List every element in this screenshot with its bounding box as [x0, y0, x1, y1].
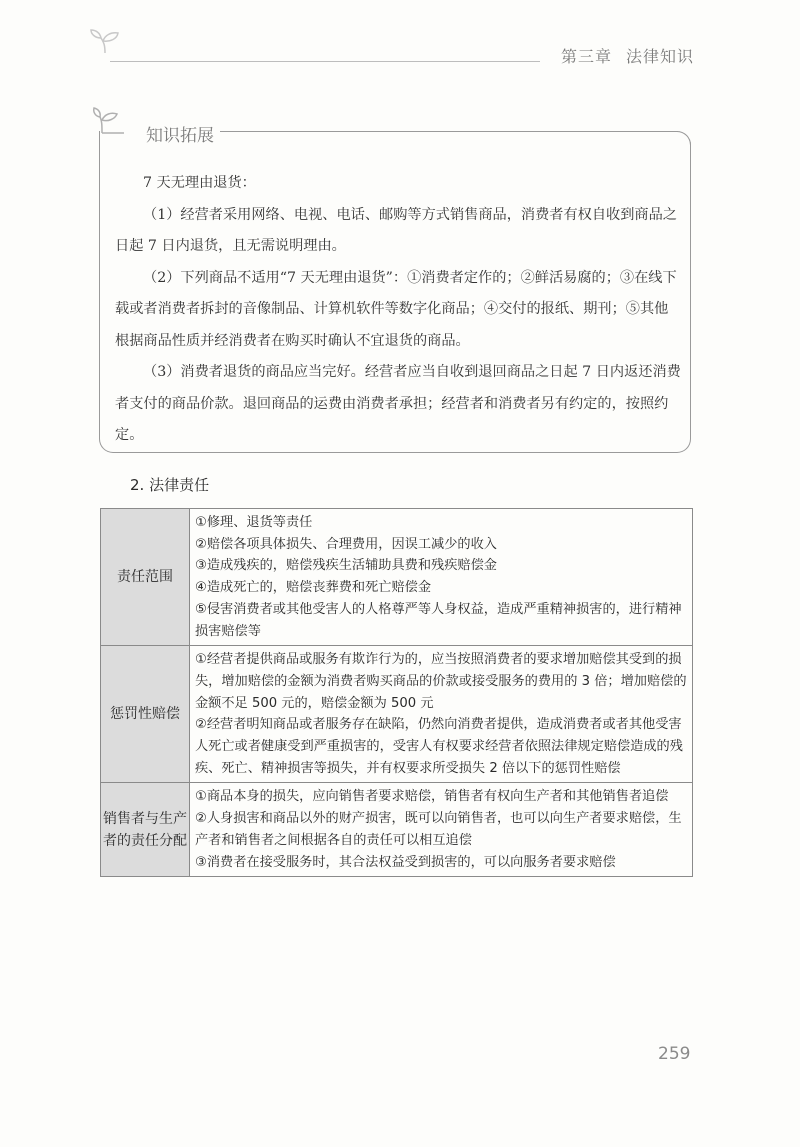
running-header — [561, 44, 694, 67]
liability-table — [100, 508, 693, 877]
list-item: ②赔偿各项具体损失、合理费用，因误工减少的收入 — [195, 536, 497, 552]
row-label: 销售者与生产者的责任分配 — [101, 783, 190, 877]
section-heading: 2. 法律责任 — [130, 476, 210, 494]
row-label: 责任范围 — [101, 509, 190, 646]
row-label: 惩罚性赔偿 — [101, 646, 190, 783]
row-content — [190, 509, 693, 646]
row-content — [190, 646, 693, 783]
table-row — [101, 646, 693, 783]
list-item: ①修理、退货等责任 — [195, 515, 313, 530]
knowledge-paragraph: （2）下列商品不适用“7 天无理由退货”：①消费者定作的；②鲜活易腐的；③在线下载或者消费者拆封的音像制品、计算机软件等数字化商品；④交付的报纸、期刊；⑤其他根据商品性质并经消费者在购买时确认不宜退货的商品。 — [115, 269, 677, 349]
list-item: ①经营者提供商品或服务有欺诈行为的，应当按照消费者的要求增加赔偿其受到的损失，增加赔偿的金额为消费者购买商品的价款或接受服务的费用的 3 倍；增加赔偿的金额不足 500 元的，赔偿金额为 500 元 — [195, 652, 687, 711]
list-item: ④造成死亡的，赔偿丧葬费和死亡赔偿金 — [195, 580, 432, 596]
knowledge-paragraph: （3）消费者退货的商品应当完好。经营者应当自收到退回商品之日起 7 日内返还消费者支付的商品价款。退回商品的运费由消费者承担；经营者和消费者另有约定的，按照约定。 — [115, 364, 681, 443]
header-rule — [110, 61, 540, 62]
list-item: ②人身损害和商品以外的财产损害，既可以向销售者，也可以向生产者要求赔偿，生产者和销售者之间根据各自的责任可以相互追偿 — [195, 811, 682, 848]
list-item: ②经营者明知商品或者服务存在缺陷，仍然向消费者提供，造成消费者或者其他受害人死亡或者健康受到严重损害的，受害人有权要求经营者依照法律规定赔偿造成的残疾、死亡、精神损害等损失，并有权要求所受损失 2 倍以下的惩罚性赔偿 — [195, 717, 683, 776]
list-item: ③造成残疾的，赔偿残疾生活辅助具费和残疾赔偿金 — [195, 558, 497, 574]
knowledge-box-corner — [676, 131, 691, 146]
table-row — [101, 783, 693, 877]
chapter-label: 第三章 — [560, 47, 612, 66]
sprout-icon — [92, 106, 126, 134]
list-item: ⑤侵害消费者或其他受害人的人格尊严等人身权益，造成严重精神损害的，进行精神损害赔偿等 — [195, 601, 682, 639]
knowledge-paragraph: （1）经营者采用网络、电视、电话、邮购等方式销售商品，消费者有权自收到商品之日起 7 日内退货，且无需说明理由。 — [115, 206, 677, 254]
knowledge-box-top-rule — [218, 131, 678, 132]
page-number: 259 — [658, 1044, 691, 1064]
table-row — [101, 509, 693, 646]
list-item: ③消费者在接受服务时，其合法权益受到损害的，可以向服务者要求赔偿 — [195, 854, 616, 870]
chapter-title: 法律知识 — [625, 47, 694, 66]
knowledge-box-body — [115, 168, 681, 452]
list-item: ①商品本身的损失，应向销售者要求赔偿，销售者有权向生产者和其他销售者追偿 — [195, 789, 669, 805]
knowledge-box-title: 知识拓展 — [140, 121, 220, 146]
knowledge-heading: 7 天无理由退货： — [143, 175, 256, 191]
sprout-icon — [88, 28, 122, 54]
row-content — [190, 783, 693, 877]
